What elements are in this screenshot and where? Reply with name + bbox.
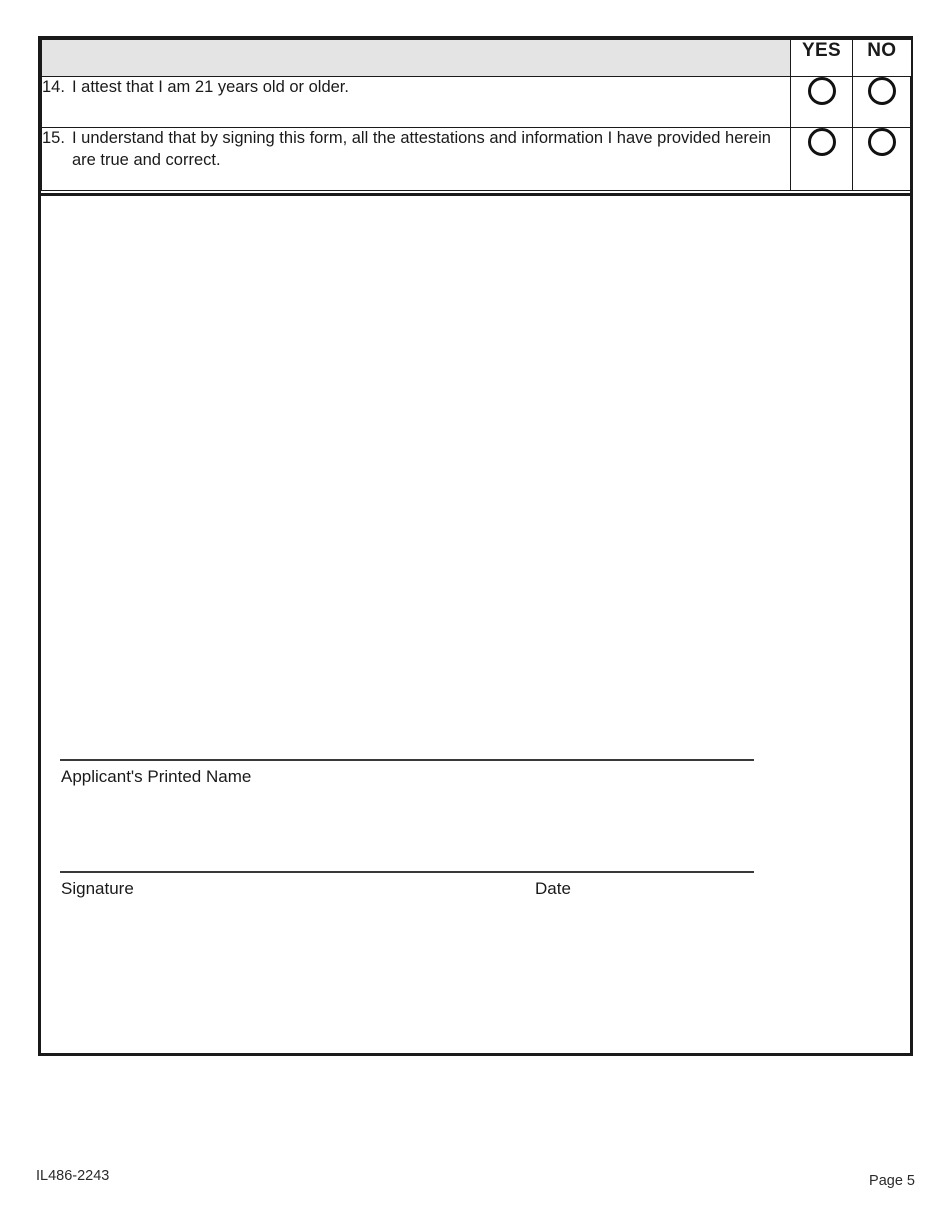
- printed-name-label: Applicant's Printed Name: [61, 767, 252, 786]
- no-column-header: NO: [853, 40, 911, 77]
- statement-text-15: I understand that by signing this form, all the attestations and information I have provided herein are true and correct.: [72, 129, 771, 169]
- signature-label: Signature: [61, 879, 134, 898]
- yes-column-header: YES: [791, 40, 853, 77]
- signature-block: [41, 39, 910, 1053]
- page-footer: [0, 1168, 950, 1198]
- date-label: Date: [535, 879, 571, 898]
- page-number: Page 5: [869, 1173, 915, 1189]
- signature-input-line[interactable]: [60, 871, 754, 873]
- printed-name-input-line[interactable]: [60, 759, 754, 761]
- statement-number-15: 15.: [42, 129, 65, 147]
- statement-number-14: 14.: [42, 78, 65, 96]
- statement-text-14: I attest that I am 21 years old or older.: [72, 78, 349, 96]
- form-number: IL486-2243: [36, 1168, 110, 1184]
- form-body-box: [38, 36, 913, 1056]
